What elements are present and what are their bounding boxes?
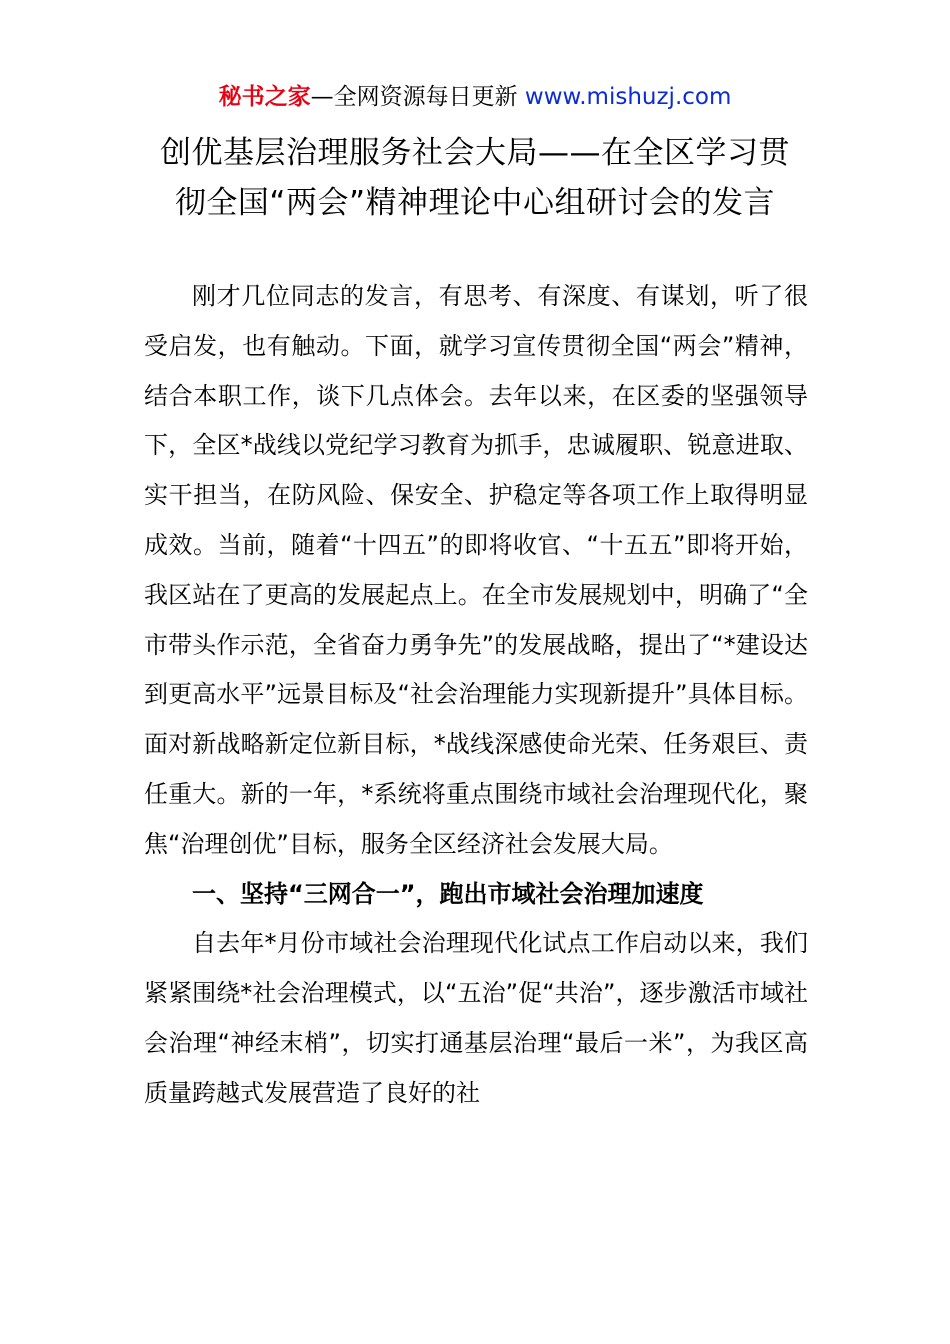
document-body (144, 272, 808, 1119)
intro-paragraph: 刚才几位同志的发言，有思考、有深度、有谋划，听了很受启发，也有触动。下面，就学习宣传贯彻全国“两会”精神，结合本职工作，谈下几点体会。去年以来，在区委的坚强领导下，全区*战线以党纪学习教育为抓手，忠诚履职、锐意进取、实干担当，在防风险、保安全、护稳定等各项工作上取得明显成效。当前，随着“十四五”的即将收官、“十五五”即将开始，我区站在了更高的发展起点上。在全市发展规划中，明确了“全市带头作示范，全省奋力勇争先”的发展战略，提出了“*建设达到更高水平”远景目标及“社会治理能力实现新提升”具体目标。面对新战略新定位新目标，*战线深感使命光荣、任务艰巨、责任重大。新的一年，*系统将重点围绕市域社会治理现代化，聚焦“治理创优”目标，服务全区经济社会发展大局。 (144, 282, 808, 858)
site-url-link[interactable]: www.mishuzj.com (524, 84, 732, 110)
section-heading-1: 一、坚持“三网合一”，跑出市域社会治理加速度 (192, 879, 704, 908)
document-title (140, 128, 810, 228)
section-paragraph-1: 自去年*月份市域社会治理现代化试点工作启动以来，我们紧紧围绕*社会治理模式，以“五治”促“共治”，逐步激活市域社会治理“神经末梢”，切实打通基层治理“最后一米”，为我区高质量跨越式发展营造了良好的社 (144, 929, 808, 1107)
title-line-2: 彻全国“两会”精神理论中心组研讨会的发言 (174, 185, 776, 221)
site-brand: 秘书之家 (218, 84, 311, 110)
site-slogan: —全网资源每日更新 (310, 84, 525, 110)
site-header (0, 80, 950, 114)
title-line-1: 创优基层治理服务社会大局——在全区学习贯 (160, 135, 790, 171)
